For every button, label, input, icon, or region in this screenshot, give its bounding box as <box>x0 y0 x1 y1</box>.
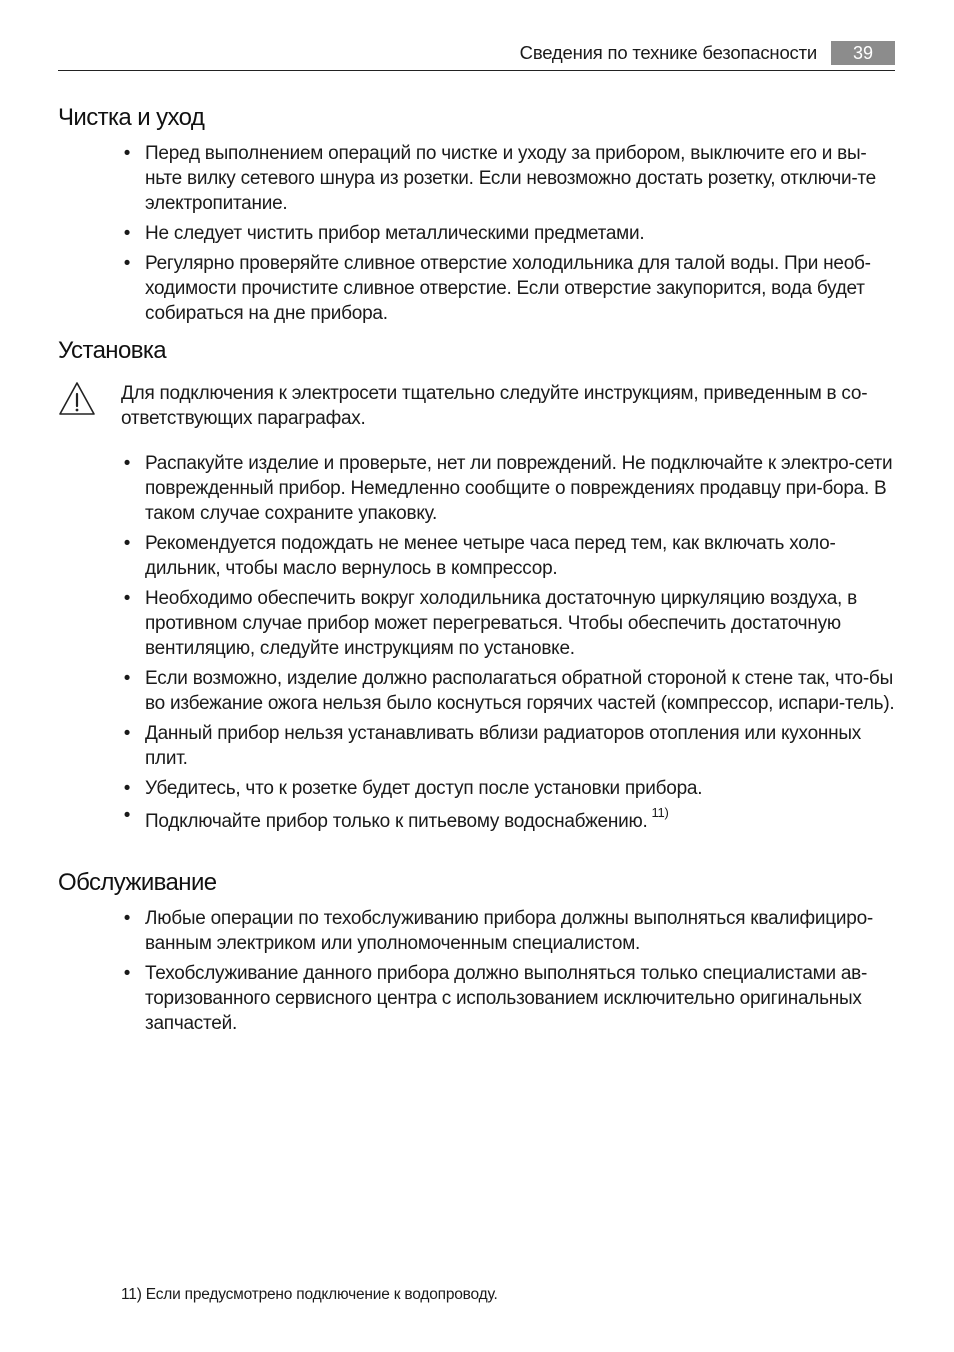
list-item: • Рекомендуется подождать не менее четыре часа перед тем, как включать холо-дильник, чтобы масло вернулось в компрессор. <box>121 531 896 581</box>
cleaning-list <box>121 141 896 331</box>
section-title-cleaning: Чистка и уход <box>58 104 205 131</box>
list-item: • Подключайте прибор только к питьевому водоснабжению. $^{11)}$ <box>121 809 896 834</box>
bullet: • <box>123 805 131 826</box>
list-item: • Регулярно проверяйте сливное отверстие холодильника для талой воды. При необ-ходимости прочистите сливное отверстие. Если отверстие закупорится, вода будет собираться на дне прибора. <box>121 251 896 326</box>
bullet: • <box>123 723 131 744</box>
list-item: • Если возможно, изделие должно располагаться обратной стороной к стене так, что-бы во избежание ожога нельзя было коснуться горячих частей (компрессор, испари-тель). <box>121 666 896 716</box>
bullet: • <box>123 588 131 609</box>
bullet: • <box>123 963 131 984</box>
bullet: • <box>123 253 131 274</box>
bullet: • <box>123 668 131 689</box>
list-item: • Любые операции по техобслуживанию прибора должны выполняться квалифициро-ванным электриком или уполномоченным специалистом. <box>121 906 896 956</box>
service-list <box>121 906 896 1041</box>
bullet: • <box>123 908 131 929</box>
bullet: • <box>123 778 131 799</box>
list-item: • Данный прибор нельзя устанавливать вблизи радиаторов отопления или кухонных плит. <box>121 721 896 771</box>
list-item: • Распакуйте изделие и проверьте, нет ли повреждений. Не подключайте к электро-сети поврежденный прибор. Немедленно сообщите о повреждениях продавцу при-бора. В таком случае сохраните упаковку. <box>121 451 896 526</box>
bullet: • <box>123 533 131 554</box>
footnote-ref: 11) <box>651 805 669 820</box>
installation-list <box>121 451 896 839</box>
list-item: • Техобслуживание данного прибора должно выполняться только специалистами ав-торизованного сервисного центра с использованием исключительно оригинальных запчастей. <box>121 961 896 1036</box>
bullet: • <box>123 453 131 474</box>
bullet: • <box>123 143 131 164</box>
list-item: • Необходимо обеспечить вокруг холодильника достаточную циркуляцию воздуха, в противном случае прибор может перегреваться. Чтобы обеспечить достаточную вентиляцию, следуйте инструкциям по установке. <box>121 586 896 661</box>
list-item: • Не следует чистить прибор металлическими предметами. <box>121 221 896 246</box>
list-item: • Убедитесь, что к розетке будет доступ после установки прибора. <box>121 776 896 801</box>
bullet: • <box>123 223 131 244</box>
warning-triangle-icon <box>58 381 96 417</box>
page-number: 39 <box>831 41 895 65</box>
list-item: • Перед выполнением операций по чистке и уходу за прибором, выключите его и вы-ньте вилку сетевого шнура из розетки. Если невозможно достать розетку, отключи-те электропитание. <box>121 141 896 216</box>
section-title-installation: Установка <box>58 337 167 364</box>
footnote: 11) Если предусмотрено подключение к водопроводу. <box>121 1286 498 1303</box>
warning-text: Для подключения к электросети тщательно следуйте инструкциям, приведенным в со-ответствующих параграфах. <box>121 383 868 429</box>
section-title-service: Обслуживание <box>58 869 217 896</box>
page-header <box>58 40 895 71</box>
header-title: Сведения по технике безопасности <box>519 42 817 63</box>
